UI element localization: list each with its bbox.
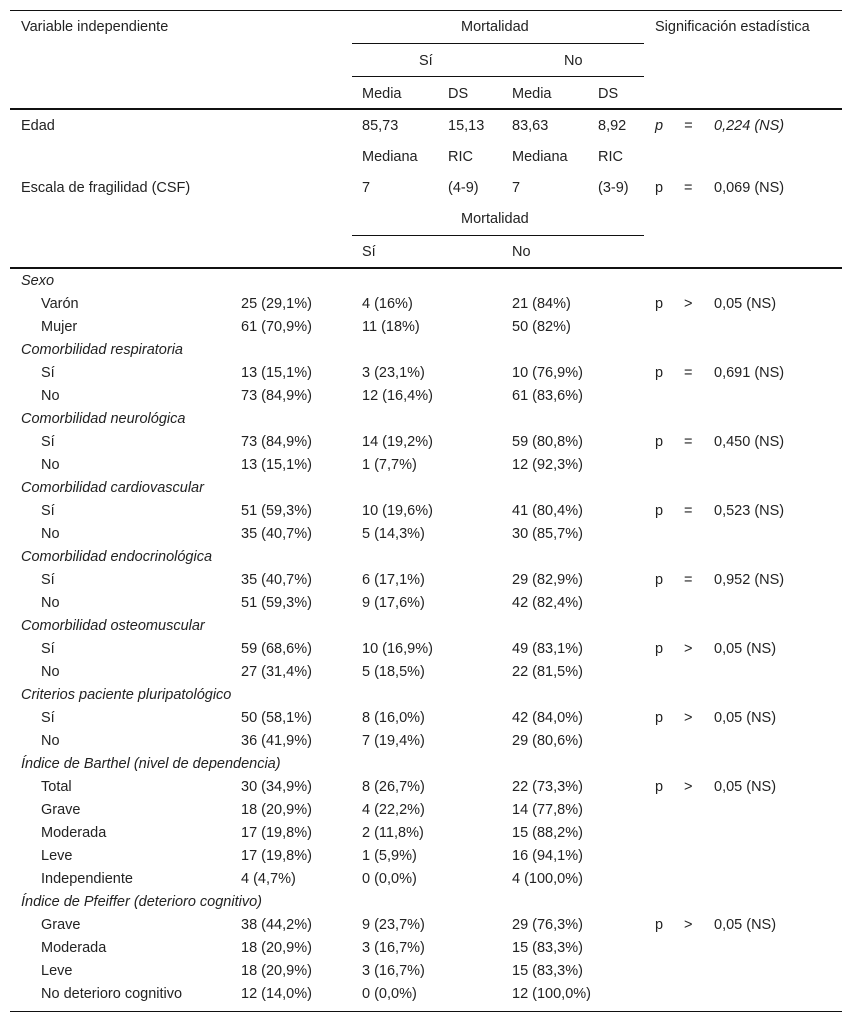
row-n: 36 (41,9%)	[241, 733, 312, 749]
row-mortality-si: 3 (16,7%)	[362, 963, 425, 979]
group-significance: 0,523 (NS)	[714, 503, 785, 519]
header-no-ds: DS	[598, 86, 619, 102]
row-label: No	[41, 526, 60, 542]
group-significance: 0,450 (NS)	[714, 434, 785, 450]
row-mortality-si: 4 (16%)	[362, 296, 413, 312]
header2-si: Sí	[362, 244, 376, 260]
csf-si-mediana: 7	[362, 180, 371, 196]
row-label: No	[41, 733, 60, 749]
row-label: No	[41, 457, 60, 473]
header2-rule	[352, 235, 644, 236]
group-p: p	[655, 779, 664, 795]
row-mortality-no: 29 (76,3%)	[512, 917, 583, 933]
mortalidad-rule	[352, 43, 644, 44]
header-si: Sí	[419, 53, 433, 69]
group-operator: >	[684, 710, 693, 726]
header-significacion: Significación estadística	[655, 19, 810, 35]
row-mortality-si: 0 (0,0%)	[362, 986, 417, 1002]
row-mortality-no: 50 (82%)	[512, 319, 571, 335]
row-label: Sí	[41, 572, 55, 588]
row-mortality-no: 21 (84%)	[512, 296, 571, 312]
csf-no-mediana-header: Mediana	[512, 149, 568, 165]
group-operator: =	[684, 434, 693, 450]
row-mortality-no: 14 (77,8%)	[512, 802, 583, 818]
row-label: Mujer	[41, 319, 78, 335]
row-mortality-si: 5 (14,3%)	[362, 526, 425, 542]
row-label: No	[41, 664, 60, 680]
row-n: 17 (19,8%)	[241, 825, 312, 841]
row-n: 13 (15,1%)	[241, 365, 312, 381]
header2-bottom-rule	[10, 267, 842, 269]
row-mortality-si: 1 (7,7%)	[362, 457, 417, 473]
row-mortality-no: 59 (80,8%)	[512, 434, 583, 450]
row-mortality-no: 42 (84,0%)	[512, 710, 583, 726]
group-significance: 0,691 (NS)	[714, 365, 785, 381]
row-label: Leve	[41, 848, 73, 864]
header-mortalidad: Mortalidad	[461, 19, 529, 35]
group-title: Índice de Pfeiffer (deterioro cognitivo)	[21, 894, 262, 910]
row-mortality-si: 10 (19,6%)	[362, 503, 433, 519]
row-n: 51 (59,3%)	[241, 595, 312, 611]
group-operator: =	[684, 365, 693, 381]
group-operator: >	[684, 779, 693, 795]
row-mortality-si: 3 (16,7%)	[362, 940, 425, 956]
group-operator: >	[684, 296, 693, 312]
csf-label: Escala de fragilidad (CSF)	[21, 180, 191, 196]
row-label: Grave	[41, 802, 81, 818]
row-label: Moderada	[41, 825, 107, 841]
row-n: 35 (40,7%)	[241, 526, 312, 542]
row-mortality-si: 2 (11,8%)	[362, 825, 424, 841]
edad-no-ds: 8,92	[598, 118, 627, 134]
edad-op: =	[684, 118, 693, 134]
group-p: p	[655, 365, 664, 381]
row-label: Independiente	[41, 871, 133, 887]
row-mortality-no: 12 (92,3%)	[512, 457, 583, 473]
group-p: p	[655, 917, 664, 933]
row-n: 38 (44,2%)	[241, 917, 312, 933]
group-title: Comorbilidad neurológica	[21, 411, 186, 427]
row-mortality-no: 49 (83,1%)	[512, 641, 583, 657]
row-mortality-si: 9 (23,7%)	[362, 917, 425, 933]
header-bottom-rule	[10, 108, 842, 110]
row-label: Sí	[41, 503, 55, 519]
edad-value: 0,224 (NS)	[714, 118, 785, 134]
row-label: No deterioro cognitivo	[41, 986, 183, 1002]
header-no: No	[564, 53, 583, 69]
edad-si-ds: 15,13	[448, 118, 485, 134]
csf-si-ric: (4-9)	[448, 180, 479, 196]
row-n: 12 (14,0%)	[241, 986, 312, 1002]
row-n: 18 (20,9%)	[241, 940, 312, 956]
row-n: 51 (59,3%)	[241, 503, 312, 519]
csf-no-ric: (3-9)	[598, 180, 629, 196]
row-mortality-si: 12 (16,4%)	[362, 388, 433, 404]
row-mortality-no: 42 (82,4%)	[512, 595, 583, 611]
row-mortality-no: 10 (76,9%)	[512, 365, 583, 381]
csf-op: =	[684, 180, 693, 196]
group-significance: 0,05 (NS)	[714, 779, 777, 795]
edad-si-media: 85,73	[362, 118, 399, 134]
row-mortality-si: 8 (16,0%)	[362, 710, 425, 726]
edad-p: p	[655, 118, 664, 134]
row-mortality-si: 8 (26,7%)	[362, 779, 425, 795]
row-mortality-no: 29 (80,6%)	[512, 733, 583, 749]
row-mortality-no: 41 (80,4%)	[512, 503, 583, 519]
row-mortality-si: 1 (5,9%)	[362, 848, 417, 864]
group-p: p	[655, 434, 664, 450]
row-n: 27 (31,4%)	[241, 664, 312, 680]
group-title: Sexo	[21, 273, 55, 289]
group-operator: =	[684, 503, 693, 519]
row-mortality-no: 16 (94,1%)	[512, 848, 583, 864]
group-title: Criterios paciente pluripatológico	[21, 687, 232, 703]
group-operator: >	[684, 641, 693, 657]
row-mortality-si: 3 (23,1%)	[362, 365, 425, 381]
group-significance: 0,952 (NS)	[714, 572, 785, 588]
csf-si-mediana-header: Mediana	[362, 149, 418, 165]
row-label: Varón	[41, 296, 79, 312]
row-n: 25 (29,1%)	[241, 296, 312, 312]
group-title: Comorbilidad respiratoria	[21, 342, 183, 358]
row-n: 50 (58,1%)	[241, 710, 312, 726]
row-label: Moderada	[41, 940, 107, 956]
row-label: Sí	[41, 365, 55, 381]
group-significance: 0,05 (NS)	[714, 917, 777, 933]
row-mortality-si: 5 (18,5%)	[362, 664, 425, 680]
group-p: p	[655, 503, 664, 519]
row-n: 61 (70,9%)	[241, 319, 312, 335]
row-label: Sí	[41, 710, 55, 726]
row-mortality-no: 12 (100,0%)	[512, 986, 591, 1002]
csf-si-ric-header: RIC	[448, 149, 473, 165]
group-operator: >	[684, 917, 693, 933]
row-mortality-no: 22 (73,3%)	[512, 779, 583, 795]
row-mortality-no: 15 (83,3%)	[512, 963, 583, 979]
row-mortality-si: 7 (19,4%)	[362, 733, 425, 749]
row-n: 59 (68,6%)	[241, 641, 312, 657]
group-p: p	[655, 296, 664, 312]
header-no-media: Media	[512, 86, 552, 102]
row-label: No	[41, 595, 60, 611]
row-n: 4 (4,7%)	[241, 871, 296, 887]
row-mortality-no: 22 (81,5%)	[512, 664, 583, 680]
row-label: Total	[41, 779, 72, 795]
row-n: 17 (19,8%)	[241, 848, 312, 864]
csf-no-mediana: 7	[512, 180, 521, 196]
row-label: Sí	[41, 641, 55, 657]
row-n: 35 (40,7%)	[241, 572, 312, 588]
row-mortality-no: 15 (88,2%)	[512, 825, 583, 841]
row-mortality-si: 0 (0,0%)	[362, 871, 417, 887]
row-label: Leve	[41, 963, 73, 979]
row-label: No	[41, 388, 60, 404]
row-mortality-si: 4 (22,2%)	[362, 802, 425, 818]
row-mortality-no: 29 (82,9%)	[512, 572, 583, 588]
group-title: Comorbilidad cardiovascular	[21, 480, 204, 496]
header-variable: Variable independiente	[21, 19, 169, 35]
group-significance: 0,05 (NS)	[714, 296, 777, 312]
row-mortality-no: 61 (83,6%)	[512, 388, 583, 404]
csf-p: p	[655, 180, 664, 196]
group-significance: 0,05 (NS)	[714, 710, 777, 726]
csf-value: 0,069 (NS)	[714, 180, 785, 196]
row-mortality-si: 9 (17,6%)	[362, 595, 425, 611]
row-label: Grave	[41, 917, 81, 933]
group-operator: =	[684, 572, 693, 588]
group-title: Comorbilidad osteomuscular	[21, 618, 205, 634]
si-no-rule	[352, 76, 644, 77]
header2-no: No	[512, 244, 531, 260]
row-mortality-si: 6 (17,1%)	[362, 572, 425, 588]
row-mortality-si: 10 (16,9%)	[362, 641, 433, 657]
header2-mortalidad: Mortalidad	[461, 211, 529, 227]
row-n: 13 (15,1%)	[241, 457, 312, 473]
header-si-ds: DS	[448, 86, 469, 102]
row-mortality-si: 11 (18%)	[362, 319, 420, 335]
row-n: 18 (20,9%)	[241, 802, 312, 818]
group-p: p	[655, 641, 664, 657]
group-significance: 0,05 (NS)	[714, 641, 777, 657]
header-si-media: Media	[362, 86, 402, 102]
row-mortality-no: 4 (100,0%)	[512, 871, 583, 887]
table-bottom-rule	[10, 1011, 842, 1012]
row-mortality-no: 15 (83,3%)	[512, 940, 583, 956]
group-p: p	[655, 572, 664, 588]
row-mortality-no: 30 (85,7%)	[512, 526, 583, 542]
table-top-rule	[10, 10, 842, 11]
edad-label: Edad	[21, 118, 55, 134]
group-title: Índice de Barthel (nivel de dependencia)	[21, 756, 281, 772]
csf-no-ric-header: RIC	[598, 149, 623, 165]
row-n: 73 (84,9%)	[241, 388, 312, 404]
row-n: 30 (34,9%)	[241, 779, 312, 795]
group-title: Comorbilidad endocrinológica	[21, 549, 213, 565]
row-n: 73 (84,9%)	[241, 434, 312, 450]
row-label: Sí	[41, 434, 55, 450]
group-p: p	[655, 710, 664, 726]
row-mortality-si: 14 (19,2%)	[362, 434, 433, 450]
row-n: 18 (20,9%)	[241, 963, 312, 979]
edad-no-media: 83,63	[512, 118, 549, 134]
